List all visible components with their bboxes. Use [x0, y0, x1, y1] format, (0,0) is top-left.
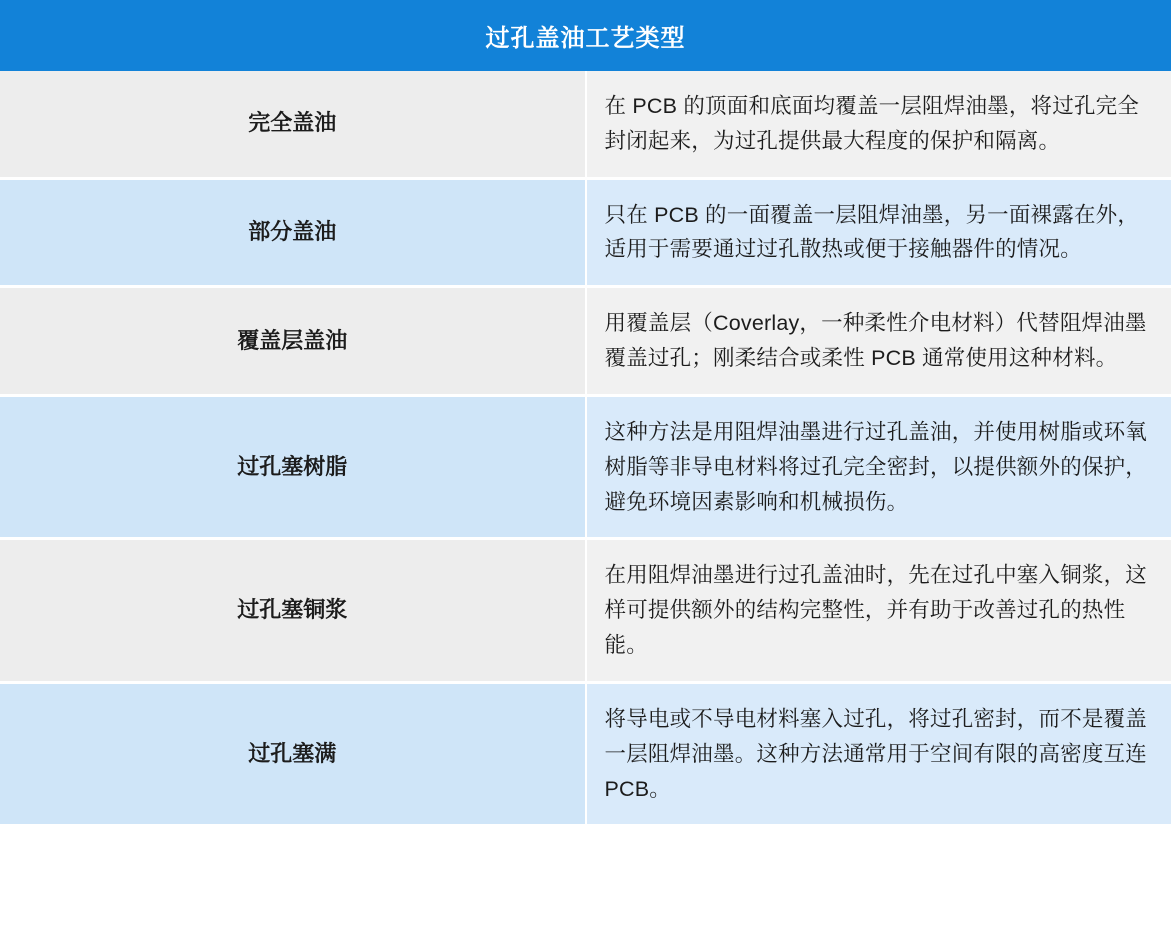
table-row: [0, 539, 1171, 682]
table-title: 过孔盖油工艺类型: [0, 0, 1171, 71]
table-row: [0, 395, 1171, 538]
row-description: 只在 PCB 的一面覆盖一层阻焊油墨，另一面裸露在外，适用于需要通过过孔散热或便于接触器件的情况。: [586, 178, 1171, 287]
row-term: 覆盖层盖油: [0, 287, 586, 396]
row-description: 在用阻焊油墨进行过孔盖油时，先在过孔中塞入铜浆，这样可提供额外的结构完整性，并有助于改善过孔的热性能。: [586, 539, 1171, 682]
row-term: 完全盖油: [0, 71, 586, 178]
row-term: 过孔塞铜浆: [0, 539, 586, 682]
table-header-row: [0, 0, 1171, 71]
table-row: [0, 682, 1171, 824]
row-description: 将导电或不导电材料塞入过孔，将过孔密封，而不是覆盖一层阻焊油墨。这种方法通常用于空间有限的高密度互连 PCB。: [586, 682, 1171, 824]
table-row: [0, 287, 1171, 396]
row-description: 用覆盖层（Coverlay，一种柔性介电材料）代替阻焊油墨覆盖过孔；刚柔结合或柔性 PCB 通常使用这种材料。: [586, 287, 1171, 396]
row-description: 这种方法是用阻焊油墨进行过孔盖油，并使用树脂或环氧树脂等非导电材料将过孔完全密封，以提供额外的保护，避免环境因素影响和机械损伤。: [586, 395, 1171, 538]
table-row: [0, 71, 1171, 178]
row-term: 部分盖油: [0, 178, 586, 287]
row-term: 过孔塞树脂: [0, 395, 586, 538]
table-row: [0, 178, 1171, 287]
table-body: [0, 71, 1171, 824]
row-term: 过孔塞满: [0, 682, 586, 824]
row-description: 在 PCB 的顶面和底面均覆盖一层阻焊油墨，将过孔完全封闭起来，为过孔提供最大程度的保护和隔离。: [586, 71, 1171, 178]
